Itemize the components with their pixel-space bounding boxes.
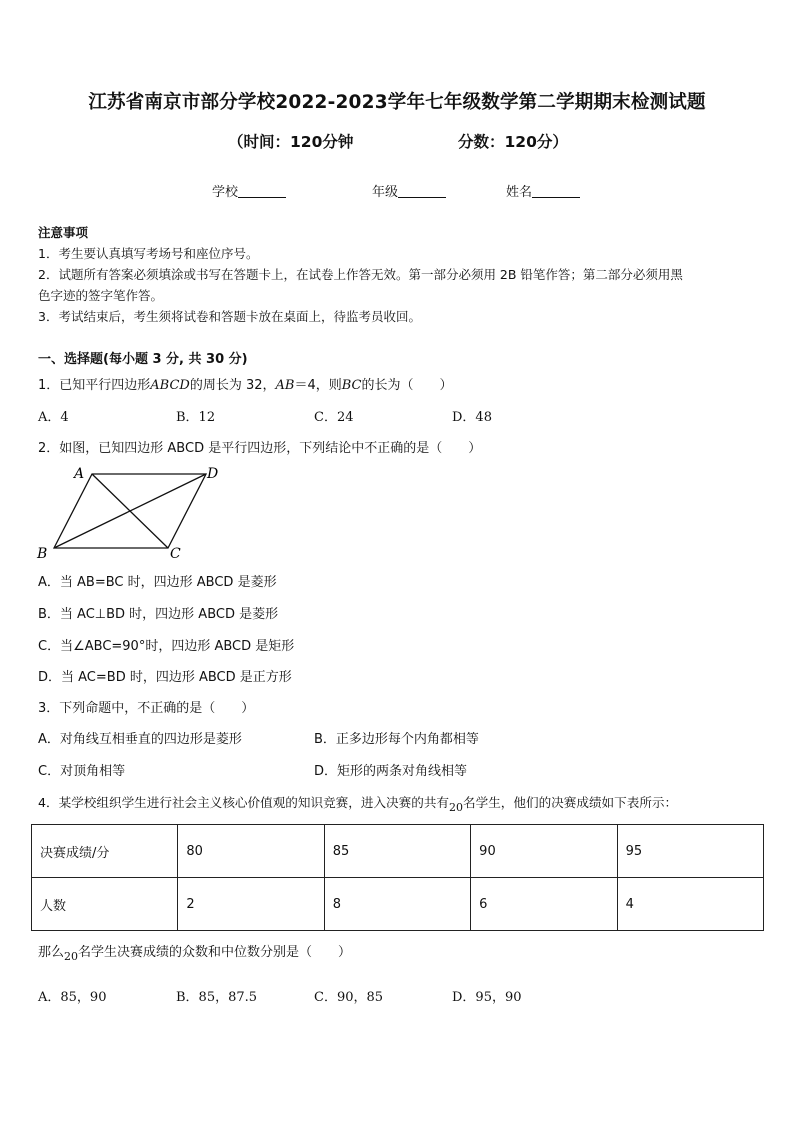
q3-option-b: B．正多边形每个内角都相等 — [314, 732, 479, 747]
table-cell: 6 — [471, 878, 617, 931]
q4-text: 名学生决赛成绩的众数和中位数分别是（ ） — [78, 945, 352, 960]
q4-option-b: B．85，87.5 — [176, 990, 258, 1005]
name-label: 姓名 — [506, 185, 533, 200]
name-field — [506, 181, 580, 200]
exam-score: 分数：120分） — [458, 133, 568, 151]
table-cell: 80 — [178, 825, 324, 878]
question-2-stem: 2．如图，已知四边形 ABCD 是平行四边形，下列结论中不正确的是（ ） — [38, 441, 482, 456]
diagonal-bd — [54, 474, 206, 548]
table-row — [32, 878, 764, 931]
vertex-label-b: B — [37, 546, 48, 562]
school-field — [212, 181, 286, 200]
note-item: 色字迹的签字笔作答。 — [38, 288, 164, 303]
q1-text: 1．已知平行四边形 — [38, 378, 151, 393]
q2-option-d: D．当 AC=BD 时，四边形 ABCD 是正方形 — [38, 670, 292, 685]
vertex-label-c: C — [170, 546, 181, 562]
score-table — [31, 824, 764, 931]
q3-option-a: A．对角线互相垂直的四边形是菱形 — [38, 732, 242, 747]
table-cell: 95 — [617, 825, 763, 878]
exam-title: 江苏省南京市部分学校2022-2023学年七年级数学第二学期期末检测试题 — [88, 92, 706, 113]
vertex-label-d: D — [207, 466, 219, 482]
q4-option-c: C．90，85 — [314, 990, 384, 1005]
q1-option-c: C．24 — [314, 410, 354, 425]
q1-var-bc: BC — [341, 378, 362, 393]
q1-option-d: D．48 — [452, 410, 492, 425]
section-heading: 一、选择题(每小题 3 分, 共 30 分) — [38, 352, 248, 367]
q3-option-c: C．对顶角相等 — [38, 764, 126, 779]
note-item: 3．考试结束后，考生须将试卷和答题卡放在桌面上，待监考员收回。 — [38, 309, 421, 324]
school-blank — [238, 185, 286, 198]
note-item: 1．考生要认真填写考场号和座位序号。 — [38, 246, 259, 261]
note-item: 2．试题所有答案必须填涂或书写在答题卡上，在试卷上作答无效。第一部分必须用 2B 铅笔作答；第二部分必须用黑 — [38, 267, 683, 282]
table-header-cell: 决赛成绩/分 — [32, 825, 178, 878]
name-blank — [532, 185, 580, 198]
q4-count: 20 — [449, 801, 464, 814]
school-label: 学校 — [212, 185, 239, 200]
q1-text: 的长为（ ） — [361, 378, 453, 393]
q3-option-d: D．矩形的两条对角线相等 — [314, 764, 468, 779]
table-cell: 90 — [471, 825, 617, 878]
table-cell: 8 — [324, 878, 470, 931]
q1-var-abcd: ABCD — [150, 378, 190, 393]
table-row — [32, 825, 764, 878]
exam-time: （时间：120分钟 — [228, 133, 354, 151]
q4-option-d: D．95，90 — [452, 990, 522, 1005]
q1-option-b: B．12 — [176, 410, 216, 425]
notes-heading: 注意事项 — [38, 225, 89, 240]
q1-text: ＝4，则 — [294, 378, 342, 393]
q4-option-a: A．85，90 — [38, 990, 107, 1005]
question-1-stem — [38, 374, 453, 393]
question-3-stem: 3．下列命题中，不正确的是（ ） — [38, 701, 255, 716]
q1-var-ab: AB — [275, 378, 295, 393]
table-cell: 2 — [178, 878, 324, 931]
vertex-label-a: A — [74, 466, 85, 482]
table-cell: 85 — [324, 825, 470, 878]
q4-count: 20 — [64, 950, 79, 963]
q1-text: 的周长为 32， — [189, 378, 276, 393]
q2-option-b: B．当 AC⊥BD 时，四边形 ABCD 是菱形 — [38, 607, 279, 622]
q4-text: 那么 — [38, 945, 65, 960]
q2-option-a: A．当 AB=BC 时，四边形 ABCD 是菱形 — [38, 575, 277, 590]
q1-option-a: A．4 — [38, 410, 69, 425]
q2-option-c: C．当∠ABC=90°时，四边形 ABCD 是矩形 — [38, 639, 295, 654]
table-cell: 4 — [617, 878, 763, 931]
question-4-stem — [38, 792, 677, 814]
grade-label: 年级 — [372, 185, 399, 200]
q4-followup — [38, 941, 351, 963]
parallelogram-figure — [34, 462, 234, 562]
table-header-cell: 人数 — [32, 878, 178, 931]
q4-text: 名学生，他们的决赛成绩如下表所示： — [463, 795, 678, 810]
grade-blank — [398, 185, 446, 198]
grade-field — [372, 181, 446, 200]
q4-text: 4．某学校组织学生进行社会主义核心价值观的知识竞赛，进入决赛的共有 — [38, 795, 450, 810]
